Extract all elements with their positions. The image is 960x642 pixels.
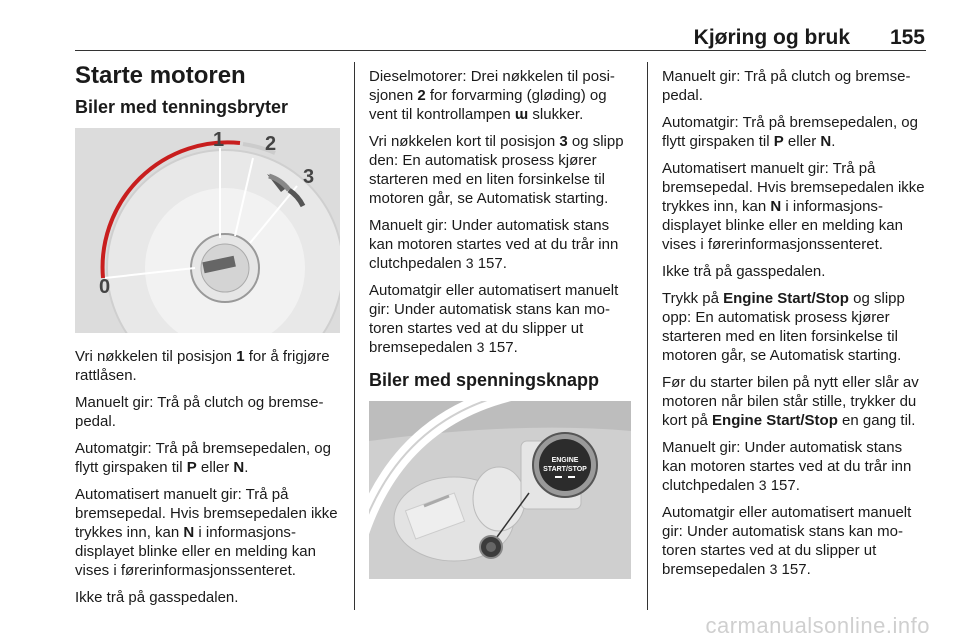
paragraph-c3-8: Automatgir eller automatisert manuelt gir: Under automatisk stans kan motoren startes ved at du slipper ut bremsepedalen 3 157. [662, 504, 912, 578]
position-label-2: 2 [265, 133, 277, 155]
position-label-1: 1 [213, 129, 225, 151]
column-divider-1 [354, 62, 355, 610]
paragraph-c1-5: Ikke trå på gasspedalen. [75, 589, 239, 606]
paragraph-c2-3: Manuelt gir: Under automatisk stans kan motoren startes ved at du trår inn clutchpedalen 3 157. [369, 217, 619, 272]
paragraph-c3-7: Manuelt gir: Under automatisk stans kan motoren startes ved at du trår inn clutchpedalen 3 157. [662, 439, 912, 494]
position-label-0: 0 [99, 276, 111, 298]
paragraph-c2-4: Automatgir eller automatisert manuelt gir: Under automatisk stans kan motoren startes ved at du slipper ut bremsepedalen 3 157. [369, 282, 619, 356]
paragraph-c3-4: Ikke trå på gasspedalen. [662, 263, 826, 280]
page-reference-icon: 3 [758, 477, 767, 493]
page-reference-icon: 3 [465, 255, 474, 271]
ignition-key-illustration [75, 128, 340, 333]
page-header-title: Kjøring og bruk [693, 26, 850, 49]
subheading-ignition-switch: Biler med tenningsbryter [75, 97, 289, 117]
column-1 [75, 62, 345, 615]
paragraph-c1-3: Automatgir: Trå på bremsepedalen, og flytt girspaken til P eller N. [75, 440, 331, 476]
paragraph-c3-2: Automatgir: Trå på bremsepedalen, og flytt girspaken til P eller N. [662, 114, 918, 150]
ignition-key-figure [75, 128, 340, 333]
header-rule [75, 50, 926, 51]
page-number: 155 [889, 26, 925, 49]
paragraph-c3-5: Trykk på Engine Start/Stop og slipp opp: En automatisk prosess kjører starteren med en liten forsinkelse til motoren går, se Automatisk starting. [662, 290, 905, 364]
dashboard-illustration [369, 401, 631, 579]
section-heading: Starte motoren [75, 62, 246, 89]
paragraph-c3-3: Automatisert manuelt gir: Trå på bremsepedal. Hvis bremsepedalen ikke trykkes inn, kan N i informasjonsdisplayet blinke eller en melding kan vises i førerinformasjonssenteret. [662, 160, 925, 253]
page-reference-icon: 3 [476, 339, 485, 355]
paragraph-c1-4: Automatisert manuelt gir: Trå på bremsepedal. Hvis bremsepedalen ikke trykkes inn, kan N i informasjonsdisplayet blinke eller en melding kan vises i førerinformasjonssenteret. [75, 486, 338, 579]
start-stop-figure [369, 401, 631, 579]
engine-button-label-1: ENGINE [551, 457, 579, 464]
paragraph-c3-1: Manuelt gir: Trå på clutch og bremsepedal. [662, 68, 911, 104]
paragraph-c3-6: Før du starter bilen på nytt eller slår av motoren når bilen står stille, trykker du kort på Engine Start/Stop en gang til. [662, 374, 919, 429]
page-reference-icon: 3 [769, 561, 778, 577]
paragraph-c2-1: Dieselmotorer: Drei nøkkelen til posisjonen 2 for forvarming (gløding) og vent til kontrollampen ɯ slukker. [369, 68, 615, 123]
paragraph-c1-2: Manuelt gir: Trå på clutch og bremsepedal. [75, 394, 324, 430]
position-label-3: 3 [303, 166, 315, 188]
paragraph-c1-1: Vri nøkkelen til posisjon 1 for å frigjøre rattlåsen. [75, 348, 330, 384]
column-2 [369, 67, 637, 593]
column-divider-2 [647, 62, 648, 610]
watermark: carmanualsonline.info [705, 613, 930, 638]
column-3 [662, 67, 930, 587]
engine-button-label-2: START/STOP [543, 466, 587, 473]
glow-plug-icon: ɯ [514, 106, 529, 123]
paragraph-c2-2: Vri nøkkelen kort til posisjon 3 og slipp den: En automatisk prosess kjører starteren med en liten forsinkelse til motoren går, se Automatisk starting. [369, 133, 624, 207]
subheading-power-button: Biler med spenningsknapp [369, 370, 600, 390]
